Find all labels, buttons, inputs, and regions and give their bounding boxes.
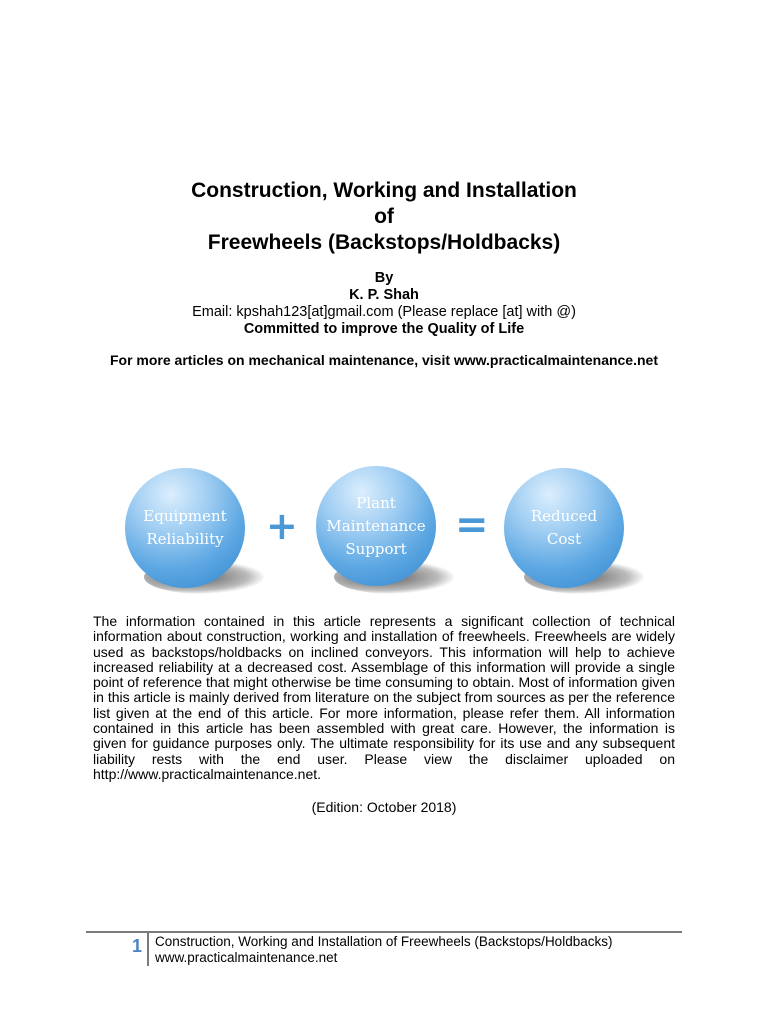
edition-note: (Edition: October 2018) <box>311 799 457 815</box>
byline <box>0 270 768 338</box>
by-label: By <box>374 270 394 286</box>
plant-maintenance-support-circle <box>316 466 436 586</box>
tagline: Committed to improve the Quality of Life <box>243 321 525 337</box>
document-title <box>0 178 768 256</box>
equals-sign: = <box>455 502 489 548</box>
plus-sign: + <box>266 504 298 548</box>
footer-url: www.practicalmaintenance.net <box>155 949 338 965</box>
author-email: Email: kpshah123[at]gmail.com (Please replace [at] with @) <box>192 304 576 320</box>
equation-graphic <box>110 466 670 596</box>
title-line-3: Freewheels (Backstops/Holdbacks) <box>207 231 561 254</box>
equipment-reliability-circle <box>125 468 245 588</box>
page-number: 1 <box>131 936 142 956</box>
title-line-2: of <box>374 205 394 228</box>
footer-title: Construction, Working and Installation of Freewheels (Backstops/Holdbacks) <box>155 934 613 949</box>
title-line-1: Construction, Working and Installation <box>191 179 577 202</box>
reduced-cost-circle <box>504 468 624 588</box>
circle-label: Plant Maintenance Support <box>326 493 426 558</box>
circle-label: Equipment Reliability <box>143 507 227 548</box>
more-articles-link: For more articles on mechanical maintenance, visit www.practicalmaintenance.net <box>109 352 658 368</box>
footer-text <box>155 934 612 965</box>
author-name: K. P. Shah <box>349 287 419 303</box>
footer-separator <box>147 933 149 966</box>
footer-divider <box>86 931 682 933</box>
circle-label: Reduced Cost <box>530 507 598 548</box>
intro-paragraph: The information contained in this article represents a significant collection of technical information about construction, working and installation of freewheels. Freewheels are widely used as backstops/holdbacks on inclined conveyors. This information will help to achieve increased reliability at a decreased cost. Assemblage of this information will provide a single point of reference that might otherwise be time consuming to obtain. Most of information given in this article is mainly derived from literature on the subject from sources as per the reference list given at the end of this article. For more information, please refer them. All information contained in this article has been assembled with great care. However, the information is given for guidance purposes only. The ultimate responsibility for its use and any subsequent liability rests with the end user. Please view the disclaimer uploaded on http://www.practicalmaintenance.net. <box>93 613 675 782</box>
